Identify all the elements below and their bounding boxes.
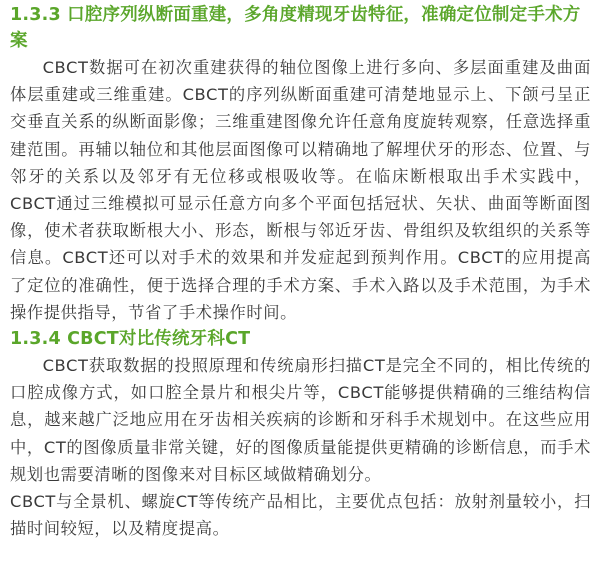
section-1-3-3-paragraph: CBCT数据可在初次重建获得的轴位图像上进行多向、多层面重建及曲面体层重建或三维重建。CBCT的序列纵断面重建可清楚地显示上、下颌弓呈正交垂直关系的纵断面影像；三维重建图像允许任意角度旋转观察，任意选择重建范围。再辅以轴位和其他层面图像可以精确地了解埋伏牙的形态、位置、与邻牙的关系以及邻牙有无位移或根吸收等。在临床断根取出手术实践中，CBCT通过三维模拟可显示任意方向多个平面包括冠状、矢状、曲面等断面图像，使术者获取断根大小、形态，断根与邻近牙齿、骨组织及软组织的关系等信息。CBCT还可以对手术的效果和并发症起到预判作用。CBCT的应用提高了定位的准确性，便于选择合理的手术方案、手术入路以及手术范围，为手术操作提供指导，节省了手术操作时间。 (10, 58, 591, 322)
section-heading-1-3-4: 1.3.4 CBCT对比传统牙科CT (10, 329, 251, 350)
section-1-3-4-paragraph-2: CBCT与全景机、螺旋CT等传统产品相比，主要优点包括：放射剂量较小，扫描时间较短，以及精度提高。 (10, 492, 591, 539)
section-1-3-4-paragraph-1: CBCT获取数据的投照原理和传统扇形扫描CT是完全不同的，相比传统的口腔成像方式，如口腔全景片和根尖片等，CBCT能够提供精确的三维结构信息，越来越广泛地应用在牙齿相关疾病的诊断和牙科手术规划中。在这些应用中，CT的图像质量非常关键，好的图像质量能提供更精确的诊断信息，而手术规划也需要清晰的图像来对目标区域做精确划分。 (10, 356, 591, 484)
section-heading-1-3-3: 1.3.3 口腔序列纵断面重建，多角度精现牙齿特征，准确定位制定手术方案 (10, 5, 581, 51)
